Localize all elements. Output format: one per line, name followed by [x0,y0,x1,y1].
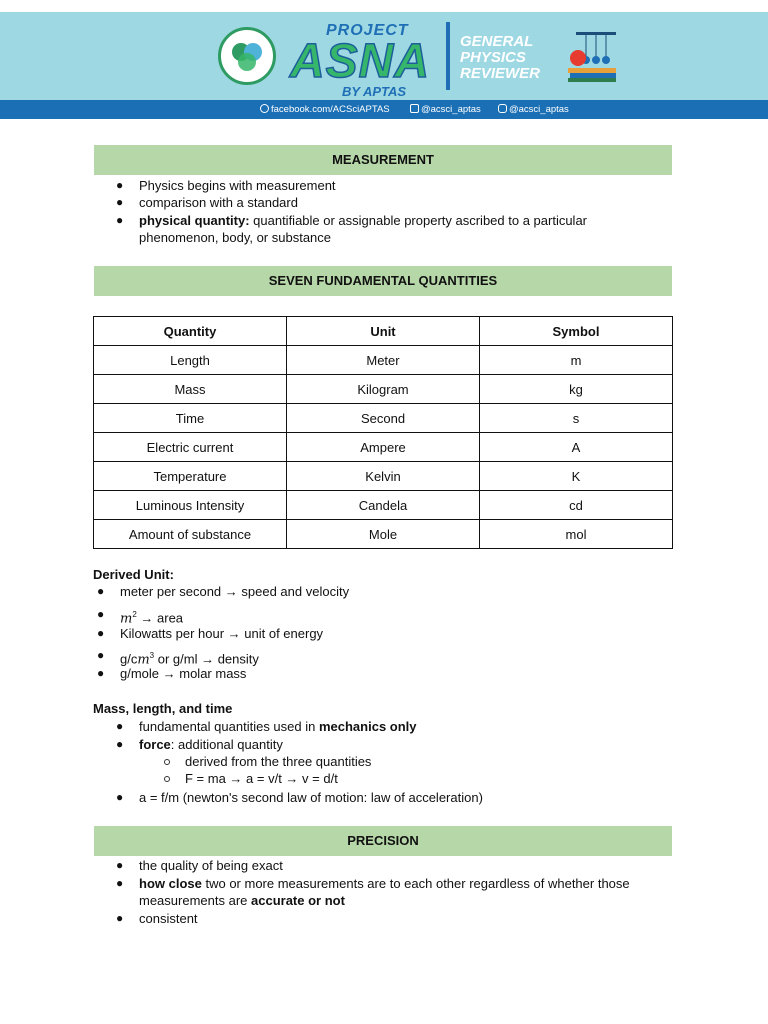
bullet-dot: ● [116,876,124,890]
reviewer-line-2: PHYSICS [460,49,526,66]
bullet-dot: ● [116,719,124,733]
table-cell: Ampere [287,433,480,462]
bullet-dot: ● [116,737,124,751]
table-cell: Electric current [94,433,287,462]
mlt-heading: Mass, length, and time [93,701,233,716]
brand-bottom-text: BY APTAS [342,84,407,99]
social-twitter[interactable] [410,100,481,119]
bullet-dot: ● [116,911,124,925]
header-divider [446,22,450,90]
mlt-item-text: fundamental quantities used in [139,719,319,734]
reviewer-line-1: GENERAL [460,33,534,50]
column-header: Quantity [94,317,287,346]
table-header-row [94,317,673,346]
table-row [94,346,673,375]
bullet-dot: ● [97,626,105,640]
table-row [94,433,673,462]
instagram-icon [498,104,507,113]
table-row [94,404,673,433]
bullet-dot: ● [116,178,124,192]
math-m: m [137,652,150,668]
table-cell: Amount of substance [94,520,287,549]
table-row [94,375,673,404]
table-cell: K [480,462,673,491]
precision-item: the quality of being exact [139,858,283,873]
precision-item: consistent [139,911,198,926]
table-cell: Candela [287,491,480,520]
table-row [94,491,673,520]
table-cell: s [480,404,673,433]
bullet-dot: ● [97,607,105,621]
mlt-item: a = f/m (newton's second law of motion: law of acceleration) [139,790,483,805]
table-cell: Temperature [94,462,287,491]
newtons-cradle-icon [566,28,622,84]
section-heading-precision: PRECISION [94,826,672,856]
table-cell: Kilogram [287,375,480,404]
sub-bullet-circle [164,776,170,782]
derived-unit-heading: Derived Unit: [93,567,174,582]
table-cell: cd [480,491,673,520]
bullet-dot: ● [116,213,124,227]
precision-item-bold: accurate or not [251,893,345,908]
reviewer-line-3: REVIEWER [460,65,541,82]
measurement-item-continued: phenomenon, body, or substance [139,230,332,245]
precision-item-text: measurements are [139,893,251,908]
section-heading-fundamental: SEVEN FUNDAMENTAL QUANTITIES [94,266,672,296]
math-m: m [120,611,133,627]
derived-item-text: or g/ml → density [157,651,259,667]
term-bold: physical quantity: [139,213,250,228]
twitter-icon [410,104,419,113]
derived-item: Kilowatts per hour → unit of energy [120,626,324,641]
social-links-bar [0,100,768,119]
mlt-subitem: derived from the three quantities [185,754,372,769]
unit-prefix: g/c [120,651,138,667]
twitter-link-text: @acsci_aptas [421,104,481,115]
mlt-item-bold: force [139,737,171,752]
instagram-link-text: @acsci_aptas [509,104,569,115]
bullet-dot: ● [97,584,105,598]
mlt-subitem: F = ma → a = v/t → v = d/t [185,771,338,786]
precision-item-continued [139,892,345,909]
facebook-link-text: facebook.com/ACSciAPTAS [271,104,390,115]
facebook-icon [260,104,269,113]
table-cell: mol [480,520,673,549]
bullet-dot: ● [97,648,105,662]
table-cell: Luminous Intensity [94,491,287,520]
derived-item: g/mole → molar mass [120,666,247,681]
measurement-item: Physics begins with measurement [139,178,336,193]
math-exponent: 2 [132,610,137,619]
table-cell: Mass [94,375,287,404]
fundamental-quantities-table [93,316,673,549]
table-cell: Length [94,346,287,375]
mlt-item-bold: mechanics only [318,719,417,734]
brand-top-text: PROJECT [326,22,409,39]
reviewer-title [460,34,560,82]
section-heading-measurement: MEASUREMENT [94,145,672,175]
term-definition: quantifiable or assignable property ascribed to a particular [249,213,588,228]
table-cell: Kelvin [287,462,480,491]
sub-bullet-circle [164,759,170,765]
math-exponent: 3 [149,651,155,660]
precision-item-bold: how close [139,876,202,891]
derived-item: meter per second → speed and velocity [120,584,350,599]
header-banner [0,12,768,100]
column-header: Unit [287,317,480,346]
precision-item [139,875,630,892]
table-cell: Meter [287,346,480,375]
column-header: Symbol [480,317,673,346]
table-cell: Time [94,404,287,433]
table-cell: Second [287,404,480,433]
brand-wordmark [290,20,440,100]
bullet-dot: ● [116,195,124,209]
table-row [94,520,673,549]
measurement-item: comparison with a standard [139,195,298,210]
mlt-item [139,718,417,735]
table-cell: A [480,433,673,462]
bullet-dot: ● [116,790,124,804]
measurement-item [139,212,587,229]
table-row [94,462,673,491]
table-cell: m [480,346,673,375]
table-cell: Mole [287,520,480,549]
mlt-item-text: : additional quantity [170,737,283,752]
brand-main-text: ASNA [290,35,431,88]
bullet-dot: ● [97,666,105,680]
derived-item-text: → area [140,610,184,626]
precision-item-text: two or more measurements are to each other regardless of whether those [201,876,630,891]
bullet-dot: ● [116,858,124,872]
project-logo [218,27,276,85]
mlt-item [139,736,283,753]
social-facebook[interactable] [260,100,390,119]
social-instagram[interactable] [498,100,569,119]
table-cell: kg [480,375,673,404]
